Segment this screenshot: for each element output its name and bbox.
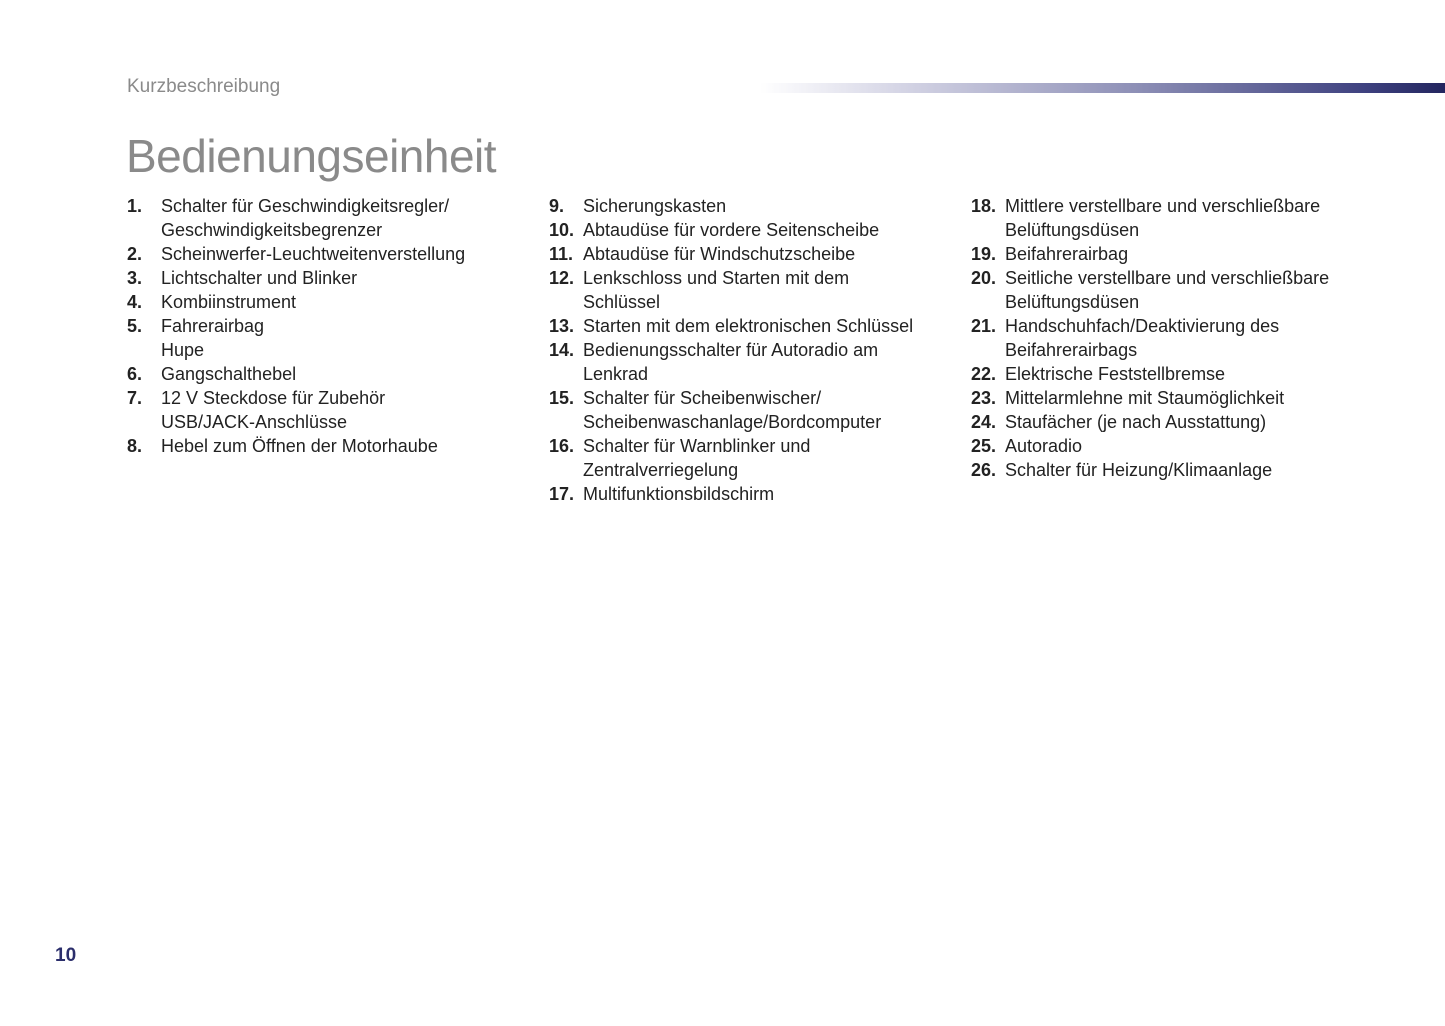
legend-item-number: 26.	[971, 460, 997, 480]
legend-item-number: 2.	[127, 244, 143, 264]
legend-item-line: Schalter für Warnblinker und	[583, 436, 811, 456]
legend-item	[127, 290, 527, 314]
legend-item	[549, 482, 949, 506]
legend-item-text	[583, 338, 949, 386]
legend-item	[971, 458, 1391, 482]
legend-item-line: Geschwindigkeitsbegrenzer	[161, 220, 383, 240]
legend-column-3	[971, 194, 1391, 482]
section-label: Kurzbeschreibung	[127, 76, 281, 97]
legend-item-line: Abtaudüse für vordere Seitenscheibe	[583, 220, 880, 240]
legend-item-line: Kombiinstrument	[161, 292, 297, 312]
legend-item	[971, 362, 1391, 386]
legend-item	[127, 194, 527, 242]
legend-item-text	[161, 242, 527, 266]
legend-item-text	[1005, 386, 1391, 410]
legend-item-line: Belüftungsdüsen	[1005, 220, 1140, 240]
legend-item-text	[1005, 242, 1391, 266]
legend-item-text	[161, 386, 527, 434]
legend-item-line: Scheinwerfer-Leuchtweitenverstellung	[161, 244, 466, 264]
legend-item-line: Starten mit dem elektronischen Schlüssel	[583, 316, 914, 336]
legend-item-text	[161, 290, 527, 314]
legend-item-number: 11.	[549, 244, 574, 264]
legend-item-number: 19.	[971, 244, 997, 264]
legend-item-number: 7.	[127, 388, 143, 408]
legend-item-line: Hupe	[161, 340, 205, 360]
legend-item	[971, 266, 1391, 314]
legend-item-line: Beifahrerairbags	[1005, 340, 1138, 360]
legend-item-number: 9.	[549, 196, 565, 216]
legend-item-line: USB/JACK-Anschlüsse	[161, 412, 348, 432]
legend-item-text	[583, 242, 949, 266]
legend-item-number: 3.	[127, 268, 143, 288]
legend-item-text	[1005, 410, 1391, 434]
legend-item-line: Sicherungskasten	[583, 196, 727, 216]
legend-item-number: 13.	[549, 316, 575, 336]
legend-item-text	[161, 434, 527, 458]
legend-item-text	[583, 266, 949, 314]
legend-item-number: 14.	[549, 340, 575, 360]
legend-item	[127, 434, 527, 458]
legend-item-text	[583, 434, 949, 482]
legend-item-text	[161, 194, 527, 242]
legend-item	[549, 266, 949, 314]
legend-item	[127, 266, 527, 290]
legend-item-number: 10.	[549, 220, 575, 240]
legend-item-text	[583, 482, 949, 506]
legend-item-number: 12.	[549, 268, 575, 288]
legend-item	[127, 386, 527, 434]
header-accent-bar	[760, 83, 1445, 93]
legend-item	[971, 434, 1391, 458]
legend-item-text	[583, 386, 949, 434]
legend-item	[971, 386, 1391, 410]
legend-item-line: Abtaudüse für Windschutzscheibe	[583, 244, 856, 264]
legend-item-line: Belüftungsdüsen	[1005, 292, 1140, 312]
legend-item-number: 25.	[971, 436, 997, 456]
legend-item	[971, 314, 1391, 362]
legend-item	[127, 242, 527, 266]
legend-column-1	[127, 194, 527, 458]
legend-item-line: Staufächer (je nach Ausstattung)	[1005, 412, 1267, 432]
legend-item	[549, 434, 949, 482]
legend-item-line: Lenkrad	[583, 364, 649, 384]
legend-item-text	[1005, 458, 1391, 482]
legend-item-line: Mittlere verstellbare und verschließbare	[1005, 196, 1321, 216]
legend-item-line: Schalter für Scheibenwischer/	[583, 388, 822, 408]
legend-item-number: 16.	[549, 436, 575, 456]
legend-item	[549, 386, 949, 434]
legend-item-text	[1005, 362, 1391, 386]
page-number: 10	[55, 945, 77, 966]
legend-column-2	[549, 194, 949, 506]
legend-item	[549, 314, 949, 338]
legend-item-text	[161, 362, 527, 386]
legend-item-line: Lenkschloss und Starten mit dem	[583, 268, 850, 288]
legend-item-number: 8.	[127, 436, 143, 456]
legend-item-line: Bedienungsschalter für Autoradio am	[583, 340, 879, 360]
legend-item-text	[583, 194, 949, 218]
legend-item-line: Multifunktionsbildschirm	[583, 484, 775, 504]
legend-item-line: Hebel zum Öffnen der Motorhaube	[161, 436, 438, 456]
legend-item-line: Schalter für Heizung/Klimaanlage	[1005, 460, 1273, 480]
legend-item-line: Seitliche verstellbare und verschließbare	[1005, 268, 1330, 288]
page-title: Bedienungseinheit	[126, 130, 497, 182]
legend-item-number: 21.	[971, 316, 997, 336]
legend-item-line: Zentralverriegelung	[583, 460, 739, 480]
legend-item-number: 22.	[971, 364, 997, 384]
legend-item-text	[1005, 194, 1391, 242]
legend-item-text	[583, 218, 949, 242]
legend-item-text	[1005, 434, 1391, 458]
legend-item-number: 17.	[549, 484, 575, 504]
legend-item-line: Lichtschalter und Blinker	[161, 268, 358, 288]
legend-item-number: 20.	[971, 268, 997, 288]
legend-item-line: 12 V Steckdose für Zubehör	[161, 388, 386, 408]
legend-item	[549, 218, 949, 242]
legend-item-line: Schalter für Geschwindigkeitsregler/	[161, 196, 450, 216]
legend-item-text	[1005, 266, 1391, 314]
legend-item-line: Autoradio	[1005, 436, 1083, 456]
legend-item	[127, 362, 527, 386]
legend-item-line: Beifahrerairbag	[1005, 244, 1129, 264]
legend-item-number: 18.	[971, 196, 997, 216]
legend-item	[127, 314, 527, 362]
legend-item-line: Schlüssel	[583, 292, 661, 312]
legend-item	[971, 410, 1391, 434]
legend-item-number: 15.	[549, 388, 575, 408]
legend-item-line: Scheibenwaschanlage/Bordcomputer	[583, 412, 882, 432]
legend-item-number: 23.	[971, 388, 997, 408]
legend-item-line: Elektrische Feststellbremse	[1005, 364, 1226, 384]
legend-item-text	[1005, 314, 1391, 362]
legend-item-number: 6.	[127, 364, 143, 384]
legend-item	[971, 242, 1391, 266]
legend-item	[971, 194, 1391, 242]
legend-item-line: Handschuhfach/Deaktivierung des	[1005, 316, 1280, 336]
legend-item-number: 5.	[127, 316, 143, 336]
legend-item-number: 1.	[127, 196, 143, 216]
legend-item	[549, 194, 949, 218]
legend-item-number: 24.	[971, 412, 997, 432]
legend-item	[549, 338, 949, 386]
legend-item-line: Mittelarmlehne mit Staumöglichkeit	[1005, 388, 1285, 408]
legend-item-text	[583, 314, 949, 338]
legend-item	[549, 242, 949, 266]
legend-item-line: Fahrerairbag	[161, 316, 265, 336]
legend-item-number: 4.	[127, 292, 143, 312]
legend-item-line: Gangschalthebel	[161, 364, 297, 384]
legend-item-text	[161, 266, 527, 290]
legend-item-text	[161, 314, 527, 362]
